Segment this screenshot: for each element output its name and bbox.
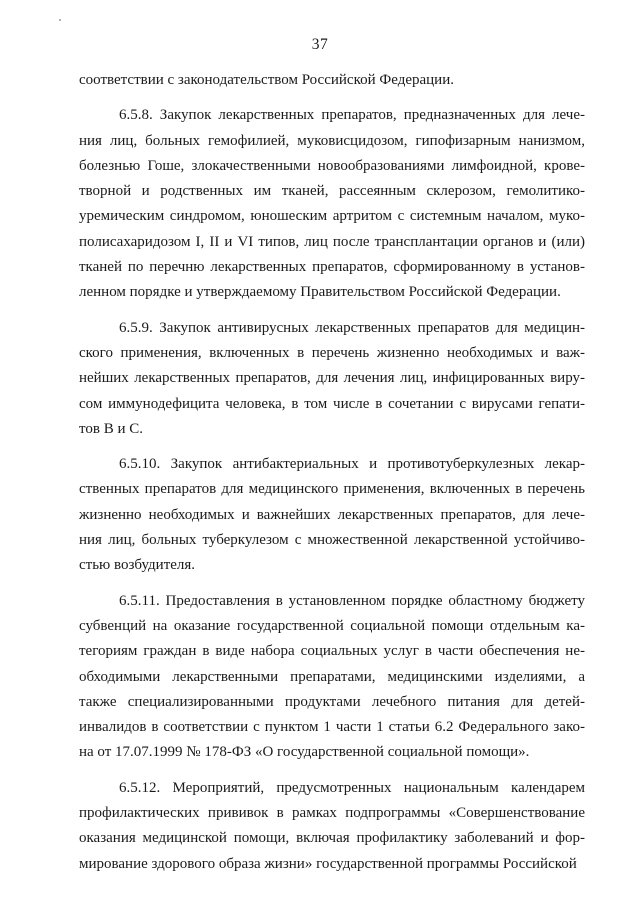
text-line: субвенций на оказание государственной социальной помощи отдельным ка- (79, 617, 585, 634)
text-line: нейших лекарственных препаратов, для лечения лиц, инфицированных виру- (79, 370, 585, 387)
text-line: на от 17.07.1999 № 178-ФЗ «О государственной социальной помощи». (79, 744, 530, 761)
paragraph-gap (79, 93, 585, 103)
text-line: стью возбудителя. (79, 557, 196, 574)
text-line: тканей по перечню лекарственных препаратов, сформированному в установ- (79, 259, 585, 276)
text-line: полисахаридозом I, II и VI типов, лиц после трансплантации органов и (или) (79, 233, 585, 250)
text-line: 6.5.8. Закупок лекарственных препаратов, предназначенных для лече- (119, 107, 585, 124)
text-line: соответствии с законодательством Российской Федерации. (79, 72, 454, 88)
text-line: тов В и С. (79, 420, 143, 437)
text-line: уремическим синдромом, юношеским артритом с системным началом, муко- (79, 208, 585, 225)
text-line: оказания медицинской помощи, включая профилактику заболеваний и фор- (79, 830, 585, 847)
paragraph-intro (79, 68, 585, 93)
paragraph-gap (79, 766, 585, 776)
text-line: творной и родственных им тканей, рассеянным склерозом, гемолитико- (79, 183, 585, 200)
text-line: мирование здорового образа жизни» государственной программы Российской (79, 855, 577, 872)
text-line: ского применения, включенных в перечень жизненно необходимых и важ- (79, 344, 585, 361)
text-line: 6.5.9. Закупок антивирусных лекарственных препаратов для медицин- (119, 319, 585, 336)
text-line: 6.5.12. Мероприятий, предусмотренных национальным календарем (119, 779, 585, 796)
text-line: ленном порядке и утверждаемому Правительством Российской Федерации. (79, 284, 561, 301)
text-line: ния лиц, больных туберкулезом с множественной лекарственной устойчиво- (79, 532, 585, 549)
paragraph-p-6-5-10 (79, 452, 585, 578)
text-line: 6.5.10. Закупок антибактериальных и противотуберкулезных лекар- (119, 456, 585, 473)
paragraph-p-6-5-11 (79, 589, 585, 766)
text-line: тегориям граждан в виде набора социальных услуг в части обеспечения не- (79, 643, 585, 660)
text-line: 6.5.11. Предоставления в установленном порядке областному бюджету (119, 592, 585, 609)
text-line: жизненно необходимых и важнейших лекарственных препаратов, для лече- (79, 506, 585, 523)
text-line: профилактических прививок в рамках подпрограммы «Совершенствование (79, 805, 585, 822)
document-body (79, 68, 585, 877)
text-line: обходимыми лекарственными препаратами, медицинскими изделиями, а (79, 668, 585, 685)
paragraph-p-6-5-12 (79, 776, 585, 877)
paragraph-p-6-5-8 (79, 103, 585, 305)
text-line: инвалидов в соответствии с пунктом 1 части 1 статьи 6.2 Федерального зако- (79, 719, 585, 736)
paragraph-gap (79, 579, 585, 589)
text-line: ния лиц, больных гемофилией, муковисцидозом, гипофизарным нанизмом, (79, 132, 585, 149)
paragraph-p-6-5-9 (79, 316, 585, 442)
text-line: болезнью Гоше, злокачественными новообразованиями лимфоидной, крове- (79, 157, 585, 174)
scan-speck (59, 19, 61, 21)
text-line: ственных препаратов для медицинского применения, включенных в перечень (79, 481, 585, 498)
text-line: сом иммунодефицита человека, в том числе в сочетании с вирусами гепати- (79, 395, 585, 412)
page-number: 37 (311, 36, 329, 53)
text-line: также специализированными продуктами лечебного питания для детей- (79, 693, 585, 710)
paragraph-gap (79, 442, 585, 452)
paragraph-gap (79, 306, 585, 316)
